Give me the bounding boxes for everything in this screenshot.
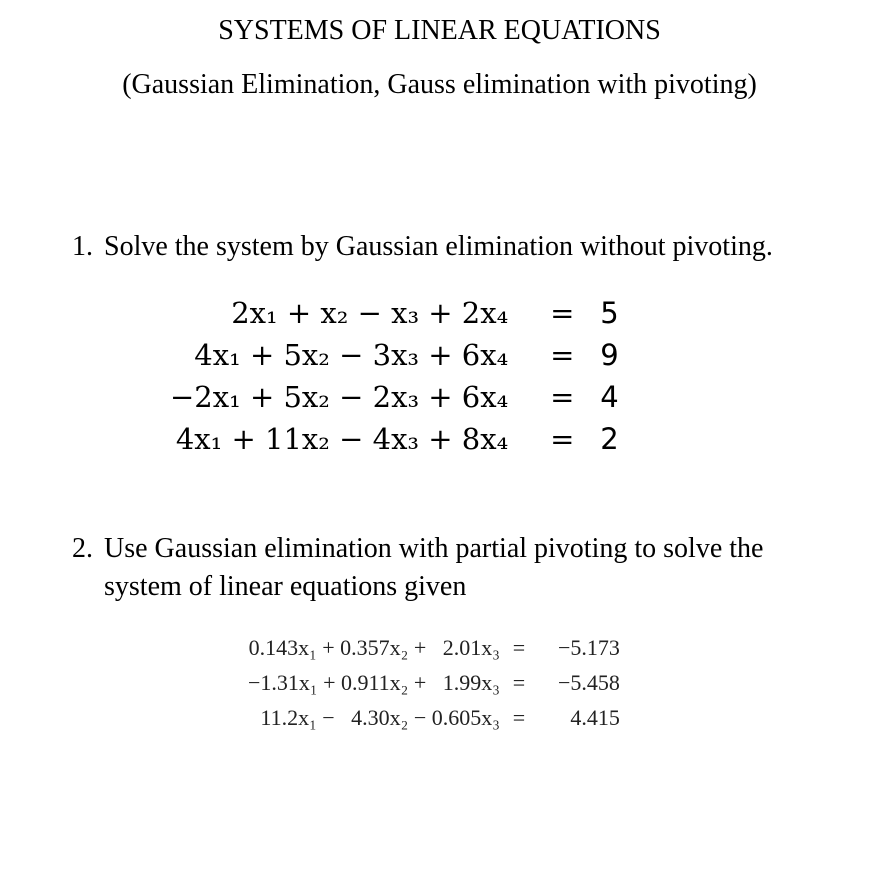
equals-sign: =	[512, 635, 526, 660]
equation-rhs: 4	[600, 380, 619, 414]
equation-rhs: −5.173	[558, 635, 620, 660]
problem-2-text-line1: Use Gaussian elimination with partial pivoting to solve the	[104, 533, 764, 564]
equation-lhs: 2x₁ + x₂ − x₃ + 2x₄	[231, 296, 509, 330]
equation-system-1	[170, 292, 619, 460]
equation-row	[248, 630, 620, 665]
equation-system-2	[248, 630, 620, 735]
equation-lhs: −1.31x₁ + 0.911x₂ + 1.99x₃	[248, 670, 500, 695]
equals-sign: =	[550, 380, 575, 414]
equals-sign: =	[512, 705, 526, 730]
equation-lhs: 4x₁ + 5x₂ − 3x₃ + 6x₄	[194, 338, 509, 372]
equals-sign: =	[550, 422, 575, 456]
equation-rhs: 5	[600, 296, 619, 330]
page-subtitle: (Gaussian Elimination, Gauss elimination with pivoting)	[122, 69, 757, 100]
equation-row	[170, 376, 619, 418]
problem-2-number: 2.	[72, 533, 93, 564]
equation-row	[170, 292, 619, 334]
equals-sign: =	[550, 296, 575, 330]
equation-row	[170, 334, 619, 376]
problem-1-number: 1.	[72, 231, 93, 262]
equation-row	[248, 700, 620, 735]
problem-1	[72, 228, 872, 266]
equation-rhs: −5.458	[558, 670, 620, 695]
equation-rhs: 2	[600, 422, 619, 456]
problem-1-text: Solve the system by Gaussian elimination without pivoting.	[104, 231, 773, 262]
equation-lhs: 4x₁ + 11x₂ − 4x₃ + 8x₄	[175, 422, 509, 456]
problem-2	[72, 530, 872, 606]
equation-lhs: 11.2x₁ − 4.30x₂ − 0.605x₃	[260, 705, 500, 730]
equation-lhs: −2x₁ + 5x₂ − 2x₃ + 6x₄	[170, 380, 509, 414]
equation-lhs: 0.143x₁ + 0.357x₂ + 2.01x₃	[248, 635, 500, 660]
problem-2-text-line2: system of linear equations given	[104, 571, 467, 602]
equation-row	[248, 665, 620, 700]
equation-rhs: 9	[600, 338, 619, 372]
equals-sign: =	[512, 670, 526, 695]
page-title: SYSTEMS OF LINEAR EQUATIONS	[218, 15, 661, 46]
equation-rhs: 4.415	[570, 705, 620, 730]
equation-row	[170, 418, 619, 460]
equals-sign: =	[550, 338, 575, 372]
